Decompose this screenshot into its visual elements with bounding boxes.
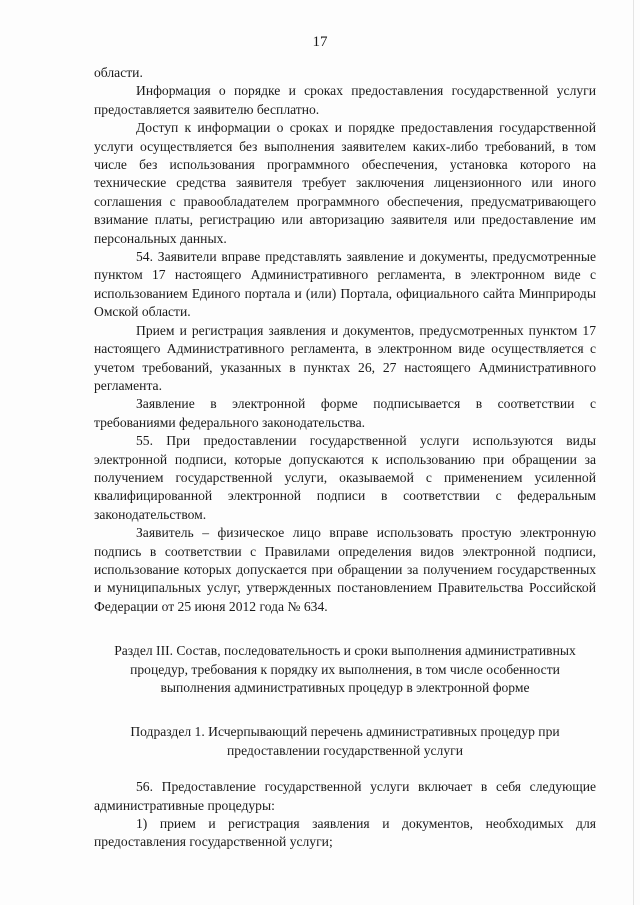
subsection-heading: Подраздел 1. Исчерпывающий перечень административных процедур при предоставлении государственной услуги: [130, 724, 560, 758]
paragraph: Заявление в электронной форме подписывается в соответствии с требованиями федерального законодательства.: [94, 396, 596, 430]
paragraph: 1) прием и регистрация заявления и документов, необходимых для предоставления государственной услуги;: [94, 816, 596, 850]
section-heading: Раздел III. Состав, последовательность и сроки выполнения административных процедур, требования к порядку их выполнения, в том числе особенности выполнения административных процедур в электронной форме: [114, 643, 576, 695]
paragraph: Информация о порядке и сроках предоставления государственной услуги предоставляется заявителю бесплатно.: [94, 83, 596, 117]
paragraph: 54. Заявители вправе представлять заявление и документы, предусмотренные пунктом 17 настоящего Административного регламента, в электронном виде с использованием Единого портала и (или) Портала, официального сайта Минприроды Омской области.: [94, 249, 596, 320]
paragraph: Прием и регистрация заявления и документов, предусмотренных пунктом 17 настоящего Административного регламента, в электронном виде осуществляется с учетом требований, указанных в пунктах 26, 27 настоящего Административного регламента.: [94, 322, 596, 393]
paragraph: 56. Предоставление государственной услуги включает в себя следующие административные процедуры:: [94, 779, 596, 813]
paragraph: области.: [94, 65, 143, 80]
paragraph: Заявитель – физическое лицо вправе использовать простую электронную подпись в соответствии с Правилами определения видов электронной подписи, использование которых допускается при обращении за получением государственных и муниципальных услуг, утвержденных постановлением Правительства Российской Федерации от 25 июня 2012 года № 634.: [94, 525, 596, 614]
document-body: [94, 64, 596, 852]
spacer: [94, 760, 596, 778]
page-number: 17: [312, 34, 328, 50]
paragraph: Доступ к информации о сроках и порядке предоставления государственной услуги осуществляется без выполнения заявителем каких-либо требований, в том числе без использования программного обеспечения, установка которого на технические средства заявителя требует заключения лицензионного или иного соглашения с правообладателем программного обеспечения, предусматривающего взимание платы, регистрацию или авторизацию заявителя или предоставление им персональных данных.: [94, 120, 596, 246]
paragraph-group-bottom: [94, 778, 596, 852]
paragraph: 55. При предоставлении государственной услуги используются виды электронной подписи, которые допускаются к использованию при обращении за получением государственной услуги, оказываемой с применением усиленной квалифицированной электронной подписи в соответствии с федеральным законодательством.: [94, 433, 596, 522]
paragraph-group-top: [94, 64, 596, 616]
scan-edge-line: [633, 0, 634, 905]
